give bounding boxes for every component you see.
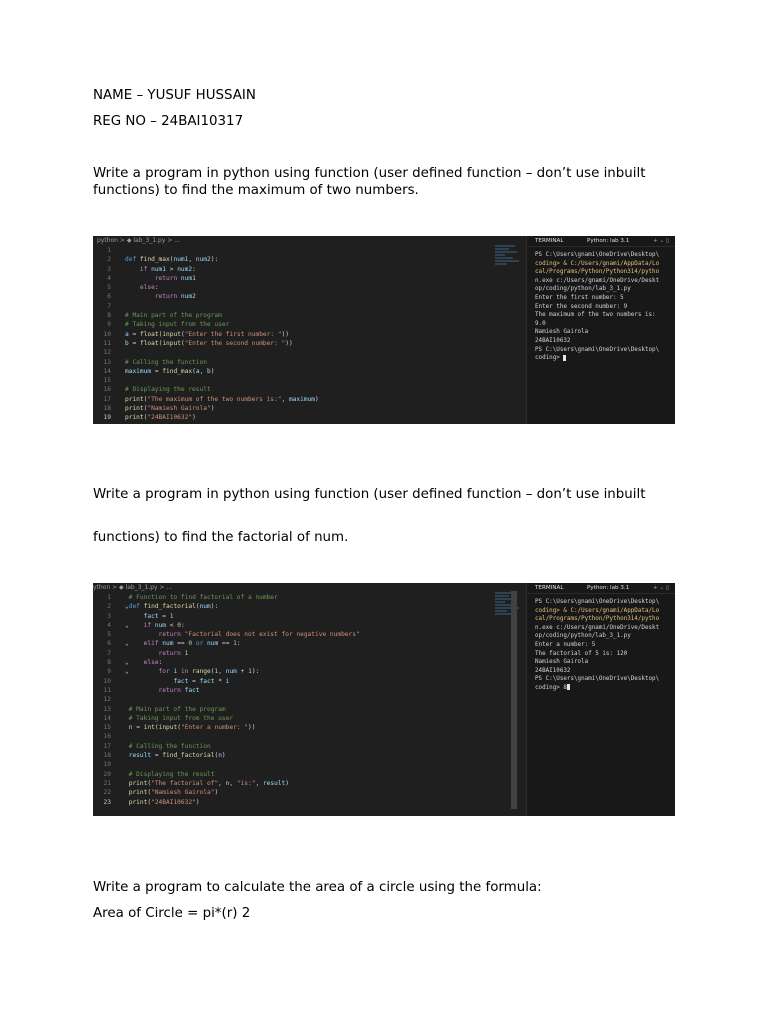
question-2-line-1: Write a program in python using function (user defined function – don’t use inbuilt bbox=[93, 487, 646, 502]
breadcrumb: ython > ◆ lab_3_1.py > ... bbox=[93, 584, 173, 591]
terminal-line: Namiesh Gairola bbox=[535, 659, 589, 666]
terminal-controls[interactable]: + ⌄ ▯ bbox=[652, 585, 669, 591]
terminal-line: Namiesh Gairola bbox=[535, 329, 589, 336]
terminal-title[interactable]: TERMINAL bbox=[535, 238, 564, 244]
terminal-tab[interactable]: Python: lab 3.1 bbox=[587, 585, 630, 591]
terminal-line: 24BAI10632 bbox=[535, 667, 571, 674]
terminal-line: cal/Programs/Python/Python314/pytho bbox=[535, 616, 660, 623]
terminal-line: PS C:\Users\gnami\OneDrive\Desktop\ bbox=[535, 599, 660, 605]
terminal-line: PS C:\Users\gnami\OneDrive\Desktop\ bbox=[535, 346, 660, 353]
terminal-line: op/coding/python/lab_3_1.py bbox=[535, 286, 631, 293]
terminal-cursor bbox=[567, 684, 570, 690]
code-block: 1 2 def find_max(num1, num2): 3 if num1 > num2: 4 return num1 5 else: 6 return num2 7 8 # Main part of the program 9 # Taking input from the user 10 a = float(input("Enter the first number: ")) 11 b = float(input("Enter the second number: ")) 12 13 # Calling the function 14 maximum = find_max(a, b) 15 16 # Displaying the result 17 print("The maximum of the two numbers is:", maximum) 18 print("Namiesh Gairola") 19 print("24BAI10632") bbox=[103, 247, 319, 422]
code-block: 1 # Function to find factorial of a number 2 ⌄def find_factorial(num): 3 fact = 1 4 ⌄ if num < 0: 5 return "Factorial does not exist for negative numbers" 6 ⌄ elif num == 0 or num == 1: 7 return 1 8 ⌄ else: 9 ⌄ for i in range(1, num + 1): 10 fact = fact * i 11 return fact 12 13 # Main part of the program 14 # Taking input from the user 15 n = int(input("Enter a number: ")) 16 17 # Calling the function 18 result = find_factorial(n) 19 20 # Displaying the result 21 print("The factorial of", n, "is:", result) 22 print("Namiesh Gairola") 23 print("24BAI10632") bbox=[103, 594, 360, 806]
terminal-line: coding> bbox=[535, 355, 564, 362]
terminal-output bbox=[527, 247, 675, 363]
terminal-output bbox=[527, 594, 675, 693]
minimap[interactable] bbox=[491, 244, 527, 424]
breadcrumb: python > ◆ lab_3_1.py > ... bbox=[97, 237, 180, 244]
reg-line: REG NO – 24BAI10317 bbox=[93, 114, 244, 129]
terminal-panel[interactable] bbox=[526, 583, 675, 816]
terminal-line: coding> 8 bbox=[535, 684, 567, 691]
name-line: NAME – YUSUF HUSSAIN bbox=[93, 88, 256, 103]
terminal-controls[interactable]: + ⌄ ▯ bbox=[652, 238, 669, 244]
terminal-line: coding> & C:/Users/gnami/AppData/Lo bbox=[535, 607, 660, 614]
question-3-line-1: Write a program to calculate the area of a circle using the formula: bbox=[93, 880, 542, 895]
terminal-line: The maximum of the two numbers is: bbox=[535, 312, 656, 319]
terminal-header bbox=[527, 236, 675, 247]
terminal-title[interactable]: TERMINAL bbox=[535, 585, 564, 591]
terminal-panel[interactable] bbox=[526, 236, 675, 424]
terminal-line: cal/Programs/Python/Python314/pytho bbox=[535, 269, 660, 276]
terminal-line: Enter a number: 5 bbox=[535, 641, 596, 648]
code-screenshot-max bbox=[93, 236, 675, 424]
minimap[interactable] bbox=[491, 591, 527, 816]
terminal-line: 24BAI10632 bbox=[535, 337, 571, 344]
question-2-line-2: functions) to find the factorial of num. bbox=[93, 530, 349, 545]
terminal-prompt[interactable] bbox=[535, 684, 671, 693]
code-screenshot-factorial bbox=[93, 583, 675, 816]
terminal-line: 9.0 bbox=[535, 320, 546, 327]
terminal-line: Enter the first number: 5 bbox=[535, 294, 624, 301]
editor-pane bbox=[93, 236, 527, 424]
terminal-line: PS C:\Users\gnami\OneDrive\Desktop\ bbox=[535, 252, 660, 258]
terminal-tab[interactable]: Python: lab 3.1 bbox=[587, 238, 630, 244]
terminal-prompt[interactable] bbox=[535, 354, 671, 363]
scrollbar[interactable] bbox=[511, 591, 517, 809]
terminal-line: n.exe c:/Users/gnami/OneDrive/Deskt bbox=[535, 277, 660, 284]
terminal-line: The factorial of 5 is: 120 bbox=[535, 650, 628, 657]
terminal-line: coding> & C:/Users/gnami/AppData/Lo bbox=[535, 260, 660, 267]
terminal-line: n.exe c:/Users/gnami/OneDrive/Deskt bbox=[535, 624, 660, 631]
question-1: Write a program in python using function (user defined function – don’t use inbuilt functions) to find the maximum of two numbers. bbox=[93, 166, 646, 198]
terminal-cursor bbox=[563, 355, 566, 361]
terminal-line: PS C:\Users\gnami\OneDrive\Desktop\ bbox=[535, 676, 660, 683]
terminal-header bbox=[527, 583, 675, 594]
editor-pane bbox=[93, 583, 527, 816]
question-3-line-2: Area of Circle = pi*(r) 2 bbox=[93, 906, 251, 921]
terminal-line: op/coding/python/lab_3_1.py bbox=[535, 633, 631, 640]
terminal-line: Enter the second number: 9 bbox=[535, 303, 628, 310]
